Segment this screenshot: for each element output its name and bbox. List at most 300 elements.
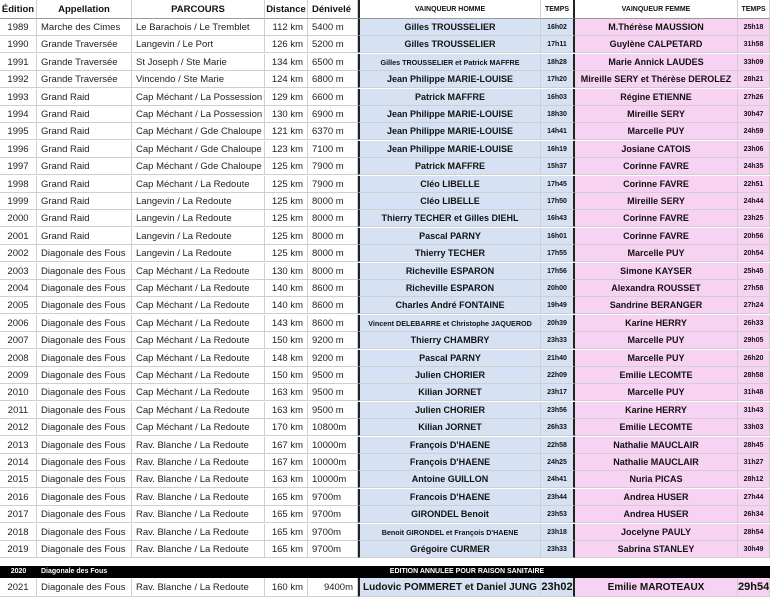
table-row (0, 141, 770, 158)
cell-denivele: 6900 m (308, 106, 358, 123)
cell-appellation: Diagonale des Fous (37, 437, 132, 454)
cell-year: 2004 (0, 280, 37, 297)
cell-vainqueur-homme: Patrick MAFFRE (358, 158, 541, 175)
cell-temps-homme: 19h49 (541, 297, 575, 314)
table-row (0, 54, 770, 71)
cell-year: 2009 (0, 367, 37, 384)
cell-distance: 143 km (265, 315, 308, 332)
header-denivele: Dénivelé (308, 0, 358, 19)
cell-appellation: Diagonale des Fous (37, 402, 132, 419)
cell-denivele: 6800 m (308, 71, 358, 88)
cell-distance: 170 km (265, 419, 308, 436)
cell-distance: 167 km (265, 437, 308, 454)
cell-vainqueur-homme: Charles André FONTAINE (358, 297, 541, 314)
table-row (0, 245, 770, 262)
cell-appellation: Grand Raid (37, 228, 132, 245)
cell-distance: 148 km (265, 350, 308, 367)
cell-temps-homme: 23h33 (541, 541, 575, 558)
table-row (0, 402, 770, 419)
cell-parcours: Cap Méchant / La Redoute (132, 332, 265, 349)
table-row (0, 19, 770, 36)
cell-year: 2015 (0, 471, 37, 488)
cell-appellation: Grand Raid (37, 141, 132, 158)
cell-denivele: 7900 m (308, 158, 358, 175)
cell-distance: 140 km (265, 280, 308, 297)
cell-year: 2013 (0, 437, 37, 454)
cell-vainqueur-homme: Pascal PARNY (358, 350, 541, 367)
cell-vainqueur-femme: Corinne FAVRE (575, 210, 738, 227)
cell-appellation: Diagonale des Fous (37, 367, 132, 384)
cell-vainqueur-homme: Thierry CHAMBRY (358, 332, 541, 349)
cell-parcours: Rav. Blanche / La Redoute (132, 454, 265, 471)
cell-temps-homme: 17h56 (541, 263, 575, 280)
cell-parcours: Rav. Blanche / La Redoute (132, 578, 265, 597)
cell-temps-femme: 27h44 (738, 489, 770, 506)
cell-vainqueur-femme: Sandrine BERANGER (575, 297, 738, 314)
cell-denivele: 9700m (308, 524, 358, 541)
cell-appellation: Diagonale des Fous (37, 541, 132, 558)
cell-distance: 124 km (265, 71, 308, 88)
cell-vainqueur-femme: Josiane CATOIS (575, 141, 738, 158)
cell-parcours: St Joseph / Ste Marie (132, 54, 265, 71)
cell-denivele: 10800m (308, 419, 358, 436)
cell-vainqueur-femme: Corinne FAVRE (575, 228, 738, 245)
table-row (0, 228, 770, 245)
cell-vainqueur-homme: Gilles TROUSSELIER (358, 19, 541, 36)
cell-appellation: Grande Traversée (37, 36, 132, 53)
cell-parcours: Rav. Blanche / La Redoute (132, 437, 265, 454)
cell-vainqueur-homme: Gilles TROUSSELIER (358, 36, 541, 53)
cell-distance: 163 km (265, 384, 308, 401)
cell-parcours: Cap Méchant / La Redoute (132, 297, 265, 314)
cell-temps-homme: 23h56 (541, 402, 575, 419)
cell-temps-homme: 24h25 (541, 454, 575, 471)
table-row (0, 106, 770, 123)
table-row (0, 297, 770, 314)
table-row (0, 315, 770, 332)
cell-temps-femme: 28h54 (738, 524, 770, 541)
cell-temps-homme: 22h58 (541, 437, 575, 454)
cell-temps-femme: 29h05 (738, 332, 770, 349)
cell-year: 2008 (0, 350, 37, 367)
table-row (0, 384, 770, 401)
cell-year: 1992 (0, 71, 37, 88)
cell-denivele: 6600 m (308, 89, 358, 106)
cell-vainqueur-femme: Nathalie MAUCLAIR (575, 454, 738, 471)
cell-temps-femme: 28h45 (738, 437, 770, 454)
cell-appellation: Diagonale des Fous (37, 384, 132, 401)
table-row (0, 176, 770, 193)
cell-year: 2011 (0, 402, 37, 419)
cell-distance: 165 km (265, 524, 308, 541)
cell-distance: 163 km (265, 402, 308, 419)
cell-vainqueur-homme: Richeville ESPARON (358, 280, 541, 297)
cell-vainqueur-femme: Andrea HUSER (575, 506, 738, 523)
cell-temps-homme: 18h30 (541, 106, 575, 123)
cell-year: 2006 (0, 315, 37, 332)
cell-temps-femme: 30h49 (738, 541, 770, 558)
cell-temps-homme: 23h17 (541, 384, 575, 401)
cell-vainqueur-homme: François D'HAENE (358, 437, 541, 454)
cell-temps-femme: 31h27 (738, 454, 770, 471)
cell-vainqueur-femme: Marcelle PUY (575, 123, 738, 140)
cell-distance: 125 km (265, 228, 308, 245)
cell-distance: 125 km (265, 193, 308, 210)
cell-vainqueur-femme: Marie Annick LAUDES (575, 54, 738, 71)
cell-year: 1999 (0, 193, 37, 210)
cell-parcours: Cap Méchant / La Possession (132, 89, 265, 106)
cell-year: 2017 (0, 506, 37, 523)
cell-denivele: 8600 m (308, 297, 358, 314)
cell-vainqueur-femme: Mireille SERY (575, 106, 738, 123)
cell-temps-homme: 16h19 (541, 141, 575, 158)
cell-parcours: Langevin / La Redoute (132, 228, 265, 245)
cell-vainqueur-homme: Kilian JORNET (358, 384, 541, 401)
cell-denivele: 5400 m (308, 19, 358, 36)
table-row (0, 454, 770, 471)
cell-temps-homme: 16h02 (541, 19, 575, 36)
cell-appellation: Diagonale des Fous (37, 315, 132, 332)
cell-vainqueur-femme: Marcelle PUY (575, 245, 738, 262)
cell-year: 2007 (0, 332, 37, 349)
cell-distance: 165 km (265, 489, 308, 506)
cell-temps-homme: 16h01 (541, 228, 575, 245)
cell-vainqueur-homme: Cléo LIBELLE (358, 193, 541, 210)
cancelled-edition-row (0, 566, 770, 578)
table-row (0, 524, 770, 541)
cell-year: 1996 (0, 141, 37, 158)
cell-vainqueur-femme: Karine HERRY (575, 402, 738, 419)
table-row (0, 89, 770, 106)
cell-denivele: 9500 m (308, 384, 358, 401)
cell-vainqueur-femme: Corinne FAVRE (575, 176, 738, 193)
table-row (0, 71, 770, 88)
cell-parcours: Rav. Blanche / La Redoute (132, 541, 265, 558)
cell-denivele: 5200 m (308, 36, 358, 53)
table-header (0, 0, 770, 19)
cell-temps-homme: 21h40 (541, 350, 575, 367)
cell-parcours: Langevin / Le Port (132, 36, 265, 53)
cell-vainqueur-homme: Gilles TROUSSELIER et Patrick MAFFRE (358, 54, 541, 71)
cell-vainqueur-homme: Antoine GUILLON (358, 471, 541, 488)
cell-parcours: Langevin / La Redoute (132, 210, 265, 227)
table-row (0, 419, 770, 436)
cell-year: 1997 (0, 158, 37, 175)
cell-temps-femme: 29h54 (738, 578, 770, 597)
cell-parcours: Cap Méchant / La Redoute (132, 315, 265, 332)
header-distance: Distance (265, 0, 308, 19)
table-row (0, 541, 770, 558)
cell-vainqueur-homme: Ludovic POMMERET et Daniel JUNG (358, 578, 541, 597)
cell-appellation: Grand Raid (37, 176, 132, 193)
header-parcours: PARCOURS (132, 0, 265, 19)
cell-distance: 129 km (265, 89, 308, 106)
cancelled-name: Diagonale des Fous (41, 568, 108, 575)
cell-temps-femme: 27h24 (738, 297, 770, 314)
table-row (0, 437, 770, 454)
cell-temps-homme: 16h43 (541, 210, 575, 227)
header-temps-femme: TEMPS (738, 0, 770, 19)
cell-temps-femme: 24h59 (738, 123, 770, 140)
cell-distance: 125 km (265, 176, 308, 193)
cell-vainqueur-homme: Cléo LIBELLE (358, 176, 541, 193)
cell-distance: 167 km (265, 454, 308, 471)
cell-vainqueur-femme: Karine HERRY (575, 315, 738, 332)
cell-vainqueur-homme: Jean Philippe MARIE-LOUISE (358, 106, 541, 123)
cell-temps-femme: 23h06 (738, 141, 770, 158)
cell-temps-femme: 28h12 (738, 471, 770, 488)
cell-distance: 126 km (265, 36, 308, 53)
cell-parcours: Rav. Blanche / La Redoute (132, 489, 265, 506)
cell-temps-homme: 23h44 (541, 489, 575, 506)
cell-temps-femme: 30h47 (738, 106, 770, 123)
cell-distance: 150 km (265, 367, 308, 384)
cell-denivele: 9700m (308, 489, 358, 506)
cell-distance: 121 km (265, 123, 308, 140)
cell-appellation: Diagonale des Fous (37, 489, 132, 506)
cell-vainqueur-femme: Corinne FAVRE (575, 158, 738, 175)
table-row (0, 471, 770, 488)
cell-temps-homme: 17h50 (541, 193, 575, 210)
cell-year: 2010 (0, 384, 37, 401)
cell-temps-femme: 28h21 (738, 71, 770, 88)
cell-temps-femme: 20h56 (738, 228, 770, 245)
cell-parcours: Rav. Blanche / La Redoute (132, 524, 265, 541)
cell-temps-homme: 14h41 (541, 123, 575, 140)
cell-denivele: 10000m (308, 471, 358, 488)
cell-parcours: Vincendo / Ste Marie (132, 71, 265, 88)
cell-parcours: Cap Méchant / Gde Chaloupe (132, 141, 265, 158)
cell-parcours: Cap Méchant / Gde Chaloupe (132, 123, 265, 140)
cell-temps-homme: 20h39 (541, 315, 575, 332)
cell-temps-femme: 20h54 (738, 245, 770, 262)
cell-appellation: Grande Traversée (37, 71, 132, 88)
cell-appellation: Diagonale des Fous (37, 419, 132, 436)
cell-vainqueur-homme: Patrick MAFFRE (358, 89, 541, 106)
cell-appellation: Diagonale des Fous (37, 506, 132, 523)
cell-vainqueur-femme: Alexandra ROUSSET (575, 280, 738, 297)
cell-denivele: 9400m (308, 578, 358, 597)
cell-appellation: Marche des Cimes (37, 19, 132, 36)
cell-temps-homme: 22h09 (541, 367, 575, 384)
cell-year: 2005 (0, 297, 37, 314)
cell-parcours: Langevin / La Redoute (132, 193, 265, 210)
table-row-2021 (0, 578, 770, 597)
cell-vainqueur-femme: Guylène CALPETARD (575, 36, 738, 53)
cell-year: 1994 (0, 106, 37, 123)
cell-vainqueur-homme: Julien CHORIER (358, 367, 541, 384)
cell-distance: 125 km (265, 210, 308, 227)
cancelled-year: 2020 (10, 568, 27, 575)
cell-temps-femme: 31h48 (738, 384, 770, 401)
cell-appellation: Grand Raid (37, 210, 132, 227)
cell-year: 2003 (0, 263, 37, 280)
cell-appellation: Diagonale des Fous (37, 524, 132, 541)
cell-denivele: 9700m (308, 506, 358, 523)
cell-vainqueur-femme: Emilie LECOMTE (575, 419, 738, 436)
cell-parcours: Cap Méchant / La Redoute (132, 367, 265, 384)
cell-temps-homme: 15h37 (541, 158, 575, 175)
table-row (0, 280, 770, 297)
cell-temps-femme: 26h34 (738, 506, 770, 523)
cell-vainqueur-femme: Mireille SERY (575, 193, 738, 210)
cell-denivele: 7100 m (308, 141, 358, 158)
cell-parcours: Cap Méchant / La Redoute (132, 280, 265, 297)
cell-vainqueur-femme: Mireille SERY et Thérèse DEROLEZ (575, 71, 738, 88)
table-row (0, 36, 770, 53)
cell-year: 2021 (0, 578, 37, 597)
cell-temps-femme: 26h20 (738, 350, 770, 367)
cell-distance: 140 km (265, 297, 308, 314)
table-row (0, 263, 770, 280)
cell-temps-femme: 24h35 (738, 158, 770, 175)
cell-year: 2018 (0, 524, 37, 541)
cell-denivele: 9200 m (308, 350, 358, 367)
cell-temps-femme: 31h58 (738, 36, 770, 53)
cell-vainqueur-femme: Marcelle PUY (575, 384, 738, 401)
cell-denivele: 10000m (308, 437, 358, 454)
cell-temps-femme: 25h45 (738, 263, 770, 280)
cell-vainqueur-homme: Francois D'HAENE (358, 489, 541, 506)
cell-appellation: Grand Raid (37, 193, 132, 210)
cell-temps-homme: 17h11 (541, 36, 575, 53)
cell-denivele: 7900 m (308, 176, 358, 193)
cell-temps-femme: 27h26 (738, 89, 770, 106)
cell-vainqueur-homme: Julien CHORIER (358, 402, 541, 419)
cell-year: 1989 (0, 19, 37, 36)
cell-appellation: Diagonale des Fous (37, 263, 132, 280)
cell-vainqueur-homme: Richeville ESPARON (358, 263, 541, 280)
cell-vainqueur-femme: Andrea HUSER (575, 489, 738, 506)
cell-temps-homme: 16h03 (541, 89, 575, 106)
cell-distance: 130 km (265, 263, 308, 280)
cell-denivele: 6500 m (308, 54, 358, 71)
cell-distance: 150 km (265, 332, 308, 349)
cell-vainqueur-femme: Emilie MAROTEAUX (575, 578, 738, 597)
cell-year: 2016 (0, 489, 37, 506)
cell-appellation: Diagonale des Fous (37, 245, 132, 262)
cell-year: 1991 (0, 54, 37, 71)
cell-vainqueur-femme: Jocelyne PAULY (575, 524, 738, 541)
cell-temps-homme: 23h53 (541, 506, 575, 523)
cell-parcours: Rav. Blanche / La Redoute (132, 471, 265, 488)
cell-distance: 125 km (265, 158, 308, 175)
cell-parcours: Cap Méchant / Gde Chaloupe (132, 158, 265, 175)
cell-denivele: 9500 m (308, 402, 358, 419)
table-row (0, 193, 770, 210)
cell-distance: 123 km (265, 141, 308, 158)
cell-parcours: Cap Méchant / La Possession (132, 106, 265, 123)
cell-vainqueur-femme: Marcelle PUY (575, 350, 738, 367)
cell-appellation: Grand Raid (37, 106, 132, 123)
cell-appellation: Diagonale des Fous (37, 280, 132, 297)
cell-appellation: Diagonale des Fous (37, 471, 132, 488)
cell-temps-homme: 17h45 (541, 176, 575, 193)
cell-vainqueur-homme: Benoit GIRONDEL et François D'HAENE (358, 524, 541, 541)
cell-year: 1998 (0, 176, 37, 193)
table-row (0, 332, 770, 349)
cell-temps-homme: 23h33 (541, 332, 575, 349)
cell-distance: 165 km (265, 541, 308, 558)
cell-appellation: Grand Raid (37, 123, 132, 140)
cell-denivele: 8600 m (308, 315, 358, 332)
cell-denivele: 8000 m (308, 228, 358, 245)
cancelled-note: EDITION ANNULEE POUR RAISON SANITAIRE (389, 568, 545, 575)
cell-denivele: 6370 m (308, 123, 358, 140)
cell-temps-femme: 22h51 (738, 176, 770, 193)
cell-temps-femme: 26h33 (738, 315, 770, 332)
cell-temps-femme: 27h58 (738, 280, 770, 297)
cell-year: 2001 (0, 228, 37, 245)
cell-temps-femme: 28h58 (738, 367, 770, 384)
cell-vainqueur-femme: Sabrina STANLEY (575, 541, 738, 558)
cell-denivele: 8000 m (308, 263, 358, 280)
header-appellation: Appellation (37, 0, 132, 19)
cell-vainqueur-femme: Simone KAYSER (575, 263, 738, 280)
cell-vainqueur-homme: Kilian JORNET (358, 419, 541, 436)
table-row (0, 350, 770, 367)
header-vainqueur-femme: VAINQUEUR FEMME (575, 0, 738, 19)
cell-temps-femme: 31h43 (738, 402, 770, 419)
cell-appellation: Grand Raid (37, 158, 132, 175)
cell-temps-femme: 25h18 (738, 19, 770, 36)
table-row (0, 210, 770, 227)
cell-parcours: Langevin / La Redoute (132, 245, 265, 262)
cell-vainqueur-homme: Jean Philippe MARIE-LOUISE (358, 71, 541, 88)
cell-vainqueur-homme: GIRONDEL Benoit (358, 506, 541, 523)
cell-vainqueur-homme: Jean Philippe MARIE-LOUISE (358, 141, 541, 158)
table-row (0, 489, 770, 506)
cell-vainqueur-homme: Pascal PARNY (358, 228, 541, 245)
cell-vainqueur-femme: Nathalie MAUCLAIR (575, 437, 738, 454)
cell-temps-homme: 17h55 (541, 245, 575, 262)
cell-appellation: Diagonale des Fous (37, 332, 132, 349)
cell-year: 2000 (0, 210, 37, 227)
cell-vainqueur-femme: Régine ETIENNE (575, 89, 738, 106)
cell-vainqueur-homme: Thierry TECHER (358, 245, 541, 262)
header-edition: Édition (0, 0, 37, 19)
cell-parcours: Le Barachois / Le Tremblet (132, 19, 265, 36)
cell-distance: 163 km (265, 471, 308, 488)
cell-temps-homme: 23h18 (541, 524, 575, 541)
cell-year: 2002 (0, 245, 37, 262)
cell-parcours: Rav. Blanche / La Redoute (132, 506, 265, 523)
cell-denivele: 10000m (308, 454, 358, 471)
cell-distance: 112 km (265, 19, 308, 36)
header-temps-homme: TEMPS (541, 0, 575, 19)
cell-temps-homme: 26h33 (541, 419, 575, 436)
cell-temps-femme: 23h25 (738, 210, 770, 227)
cell-appellation: Diagonale des Fous (37, 578, 132, 597)
cell-year: 1993 (0, 89, 37, 106)
cell-temps-homme: 18h28 (541, 54, 575, 71)
cell-denivele: 8600 m (308, 280, 358, 297)
cell-year: 2019 (0, 541, 37, 558)
cell-denivele: 9500 m (308, 367, 358, 384)
cell-distance: 125 km (265, 245, 308, 262)
header-vainqueur-homme: VAINQUEUR HOMME (358, 0, 541, 19)
cell-temps-femme: 33h09 (738, 54, 770, 71)
cell-temps-homme: 23h02 (541, 578, 575, 597)
cancelled-filler (575, 566, 770, 578)
table-row (0, 506, 770, 523)
cell-vainqueur-homme: François D'HAENE (358, 454, 541, 471)
cell-parcours: Cap Méchant / La Redoute (132, 384, 265, 401)
cell-distance: 130 km (265, 106, 308, 123)
table-row (0, 123, 770, 140)
cell-year: 2014 (0, 454, 37, 471)
cell-appellation: Diagonale des Fous (37, 297, 132, 314)
